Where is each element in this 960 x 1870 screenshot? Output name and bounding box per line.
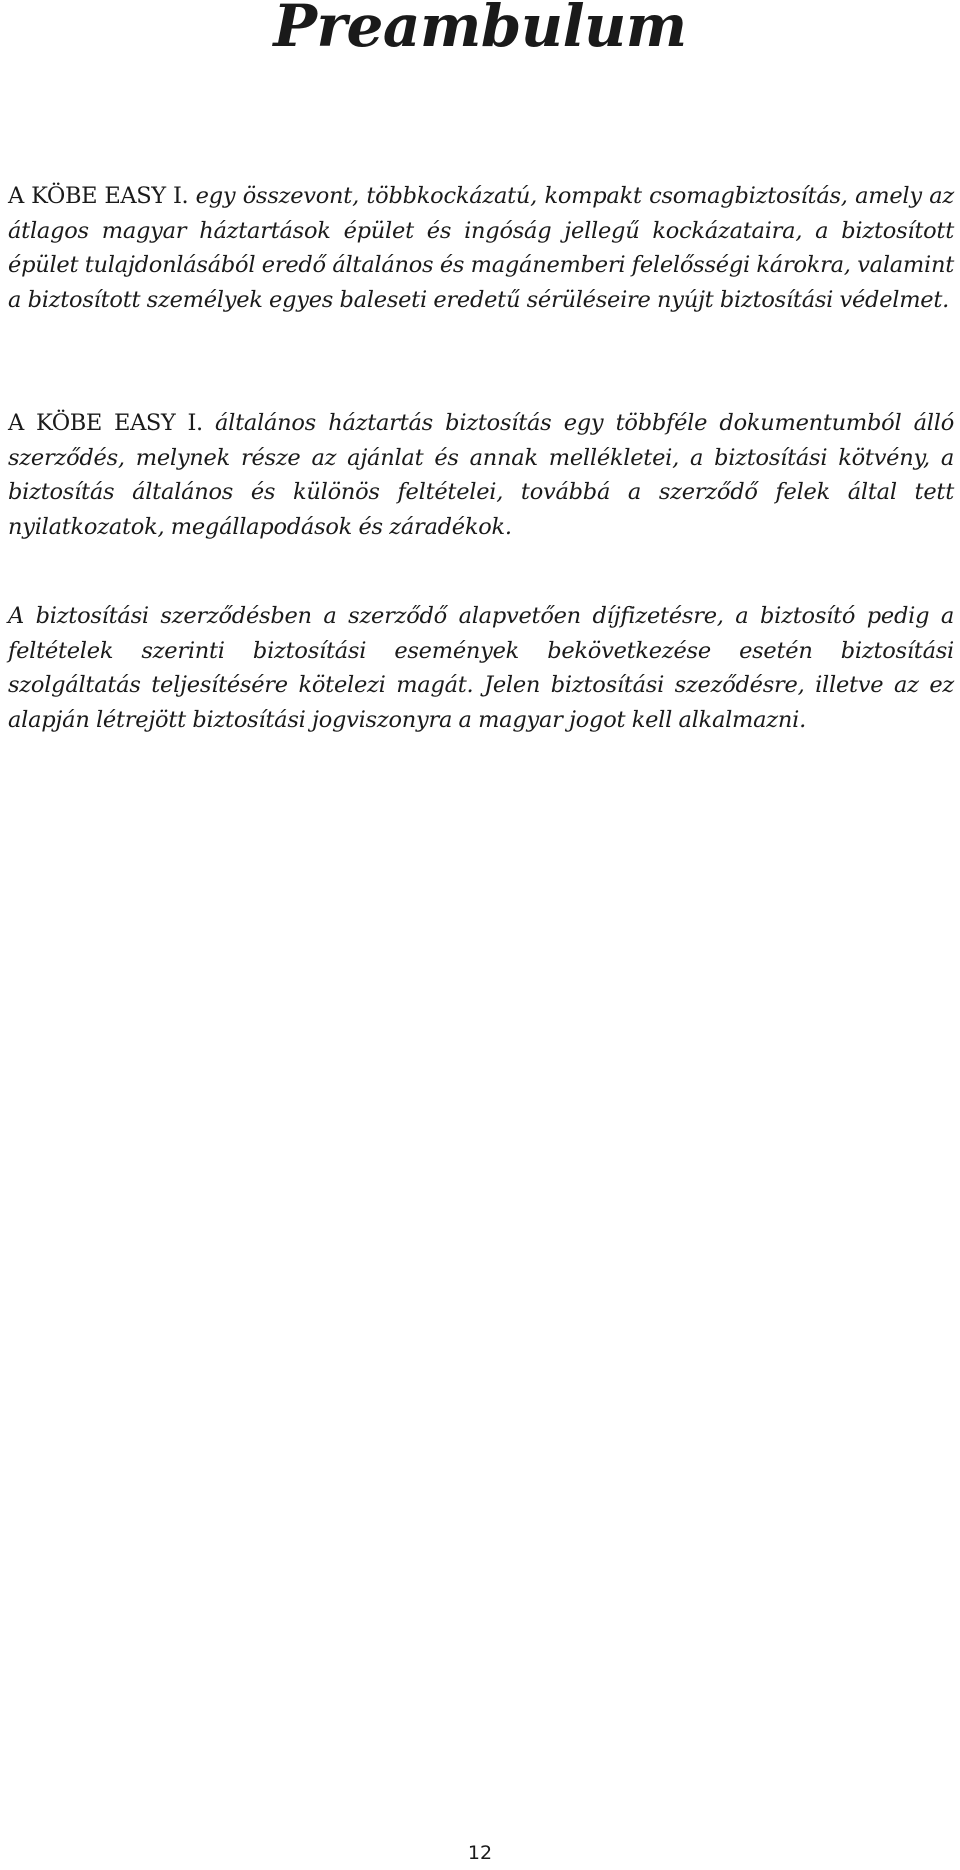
paragraph-contract-composition — [8, 406, 954, 544]
product-name: A KÖBE EASY I. — [8, 183, 189, 209]
paragraph-body: egy összevont, többkockázatú, kompakt csomagbiztosítás, amely az átlagos magyar háztartások épület és ingóság jellegű kockázataira, a biztosított épület tulajdonlásából eredő általános és magánemberi felelősségi károkra, valamint a biztosított személyek egyes baleseti eredetű sérüléseire nyújt biztosítási védelmet. — [8, 183, 954, 313]
page-number: 12 — [467, 1842, 493, 1864]
page-title: Preambulum — [273, 0, 687, 60]
paragraph-product-description — [8, 179, 954, 317]
paragraph-body: általános háztartás biztosítás egy többféle dokumentumból álló szerződés, melynek része az ajánlat és annak mellékletei, a biztosítási kötvény, a biztosítás általános és különös feltételei, továbbá a szerződő felek által tett nyilatkozatok, megállapodások és záradékok. — [8, 410, 954, 540]
paragraph-text — [8, 406, 954, 544]
product-name: A KÖBE EASY I. — [8, 410, 203, 436]
paragraph-obligations — [8, 599, 954, 737]
paragraph-text — [8, 179, 954, 317]
paragraph-text — [8, 599, 954, 737]
paragraph-body: A biztosítási szerződésben a szerződő alapvetően díjfizetésre, a biztosító pedig a feltételek szerinti biztosítási események bekövetkezése esetén biztosítási szolgáltatás teljesítésére kötelezi magát. Jelen biztosítási szeződésre, illetve az ez alapján létrejött biztosítási jogviszonyra a magyar jogot kell alkalmazni. — [8, 603, 954, 733]
